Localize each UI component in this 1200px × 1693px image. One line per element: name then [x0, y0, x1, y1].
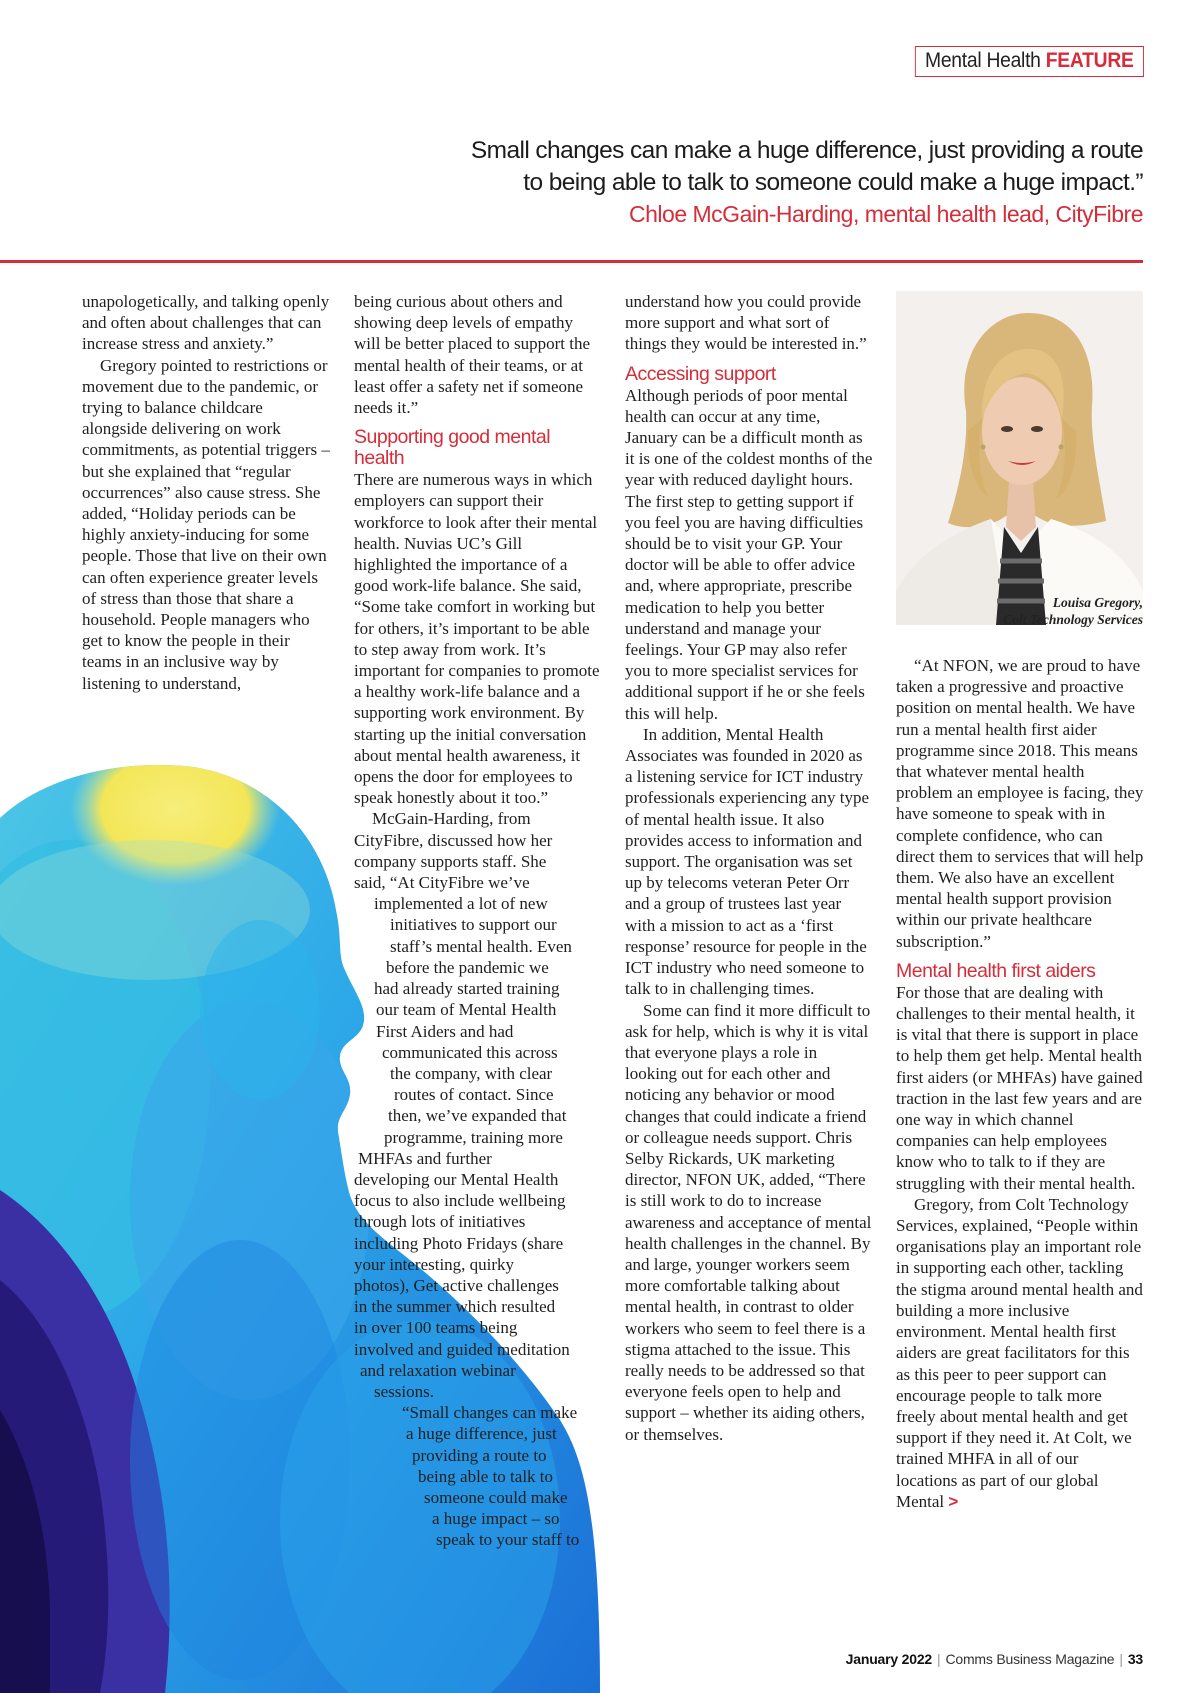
text-line: through lots of initiatives	[354, 1212, 526, 1232]
issue-date: January 2022	[845, 1651, 933, 1667]
text-line: McGain-Harding, from	[372, 809, 531, 829]
section-emphasis: FEATURE	[1046, 49, 1134, 72]
paragraph-wrapped	[354, 1402, 602, 1550]
paragraph: being curious about others and showing deep levels of empathy will be better placed to support the mental health of their teams, or at least offer a safety net if someone needs it.”	[354, 292, 591, 418]
paragraph: In addition, Mental Health Associates was founded in 2020 as a listening service for ICT industry professionals experiencing any type of mental health issue. It also provides access to information and support. The organisation was set up by telecoms veteran Peter Orr and a group of trustees last year with a mission to act as a ‘first response’ resource for people in the ICT industry who need someone to talk to in challenging times.	[625, 724, 870, 999]
text-line: including Photo Fridays (share	[354, 1233, 564, 1253]
portrait-illustration	[896, 291, 1143, 625]
text-line: said, “At CityFibre we’ve	[354, 873, 530, 893]
text-line: initiatives to support our	[390, 915, 557, 935]
paragraph: There are numerous ways in which employers can support their workforce to look after their mental health. Nuvias UC’s Gill highlighted the importance of a good work-life balance. She said, “Some take comfort in working but for others, it’s important to be able to step away from work. It’s important for companies to promote a healthy work-life balance and a supporting work environment. By starting up the initial conversation about mental health awareness, it opens the door for employees to speak honestly about it too.”	[354, 470, 600, 808]
text-line: developing our Mental Health	[354, 1169, 559, 1189]
text-line: “Small changes can make	[402, 1403, 578, 1423]
text-line: your interesting, quirky	[354, 1254, 515, 1274]
article-column-1	[82, 291, 330, 694]
paragraph: understand how you could provide more support and what sort of things they would be interested in.”	[625, 292, 867, 354]
text-line: someone could make	[424, 1487, 568, 1507]
text-line: a huge difference, just	[406, 1424, 557, 1444]
text-line: routes of contact. Since	[394, 1085, 554, 1105]
pull-quote	[383, 135, 1143, 199]
magazine-name: Comms Business Magazine	[945, 1651, 1115, 1667]
text-line: implemented a lot of new	[374, 894, 548, 914]
pull-quote-attribution: Chloe McGain-Harding, mental health lead, CityFibre	[629, 201, 1143, 227]
text-line: before the pandemic we	[386, 957, 549, 977]
text-line: communicated this across	[382, 1042, 558, 1062]
paragraph: unapologetically, and talking openly and often about challenges that can increase stress and anxiety.”	[82, 292, 330, 354]
paragraph-text: Gregory, from Colt Technology Services, explained, “People within organisations play an important role in supporting each other, tackling the stigma around mental health and building a more inclusive environment. Mental health first aiders are great facilitators for this as this peer to peer support can encourage people to talk more freely about mental health and get support if they need it. At Colt, we trained MHFA in all of our locations as part of our global Mental	[896, 1194, 1143, 1511]
text-line: in the summer which resulted	[354, 1297, 556, 1317]
subheading-supporting-good-mental-health: Supporting good mental health	[354, 426, 551, 470]
article-column-2	[354, 291, 602, 1551]
text-line: programme, training more	[384, 1127, 563, 1147]
photo-caption	[1003, 594, 1143, 628]
caption-company: Colt Technology Services	[1003, 612, 1143, 627]
article-column-3	[625, 291, 873, 1445]
paragraph: For those that are dealing with challenges to their mental health, it is vital that there is support in place to help them get help. Mental health first aiders (or MHFAs) have gained traction in the last few years and are one way in which channel companies can help employees know who to talk to if they are struggling with their mental health.	[896, 982, 1143, 1193]
header-divider	[0, 260, 1143, 263]
text-line: had already started training	[374, 979, 560, 999]
footer-separator: |	[1119, 1651, 1123, 1667]
continue-arrow-icon: >	[948, 1491, 959, 1511]
section-name: Mental Health	[925, 49, 1041, 72]
text-line: company supports staff. She	[354, 851, 547, 871]
pull-quote-line-1: Small changes can make a huge difference, just providing a route	[470, 137, 1143, 164]
text-line: focus to also include wellbeing	[354, 1191, 566, 1211]
text-line: being able to talk to	[418, 1466, 554, 1486]
text-line: then, we’ve expanded that	[388, 1106, 567, 1126]
text-line: and relaxation webinar	[360, 1360, 516, 1380]
paragraph: Gregory pointed to restrictions or movement due to the pandemic, or trying to balance childcare alongside delivering on work commitments, as potential triggers – but she explained that “regular occurrences” also cause stress. She added, “Holiday periods can be highly anxiety-inducing for some people. Those that live on their own can often experience greater levels of stress than those that share a household. People managers who get to know the people in their teams in an inclusive way by listening to understand,	[82, 355, 330, 693]
footer-separator: |	[937, 1651, 941, 1667]
caption-name: Louisa Gregory,	[1052, 595, 1143, 610]
text-line: involved and guided meditation	[354, 1339, 570, 1359]
text-line: staff’s mental health. Even	[390, 936, 572, 956]
portrait-photo	[896, 291, 1143, 625]
text-line: CityFibre, discussed how her	[354, 830, 553, 850]
text-line: a huge impact – so	[432, 1509, 560, 1529]
text-line: sessions.	[374, 1381, 434, 1401]
text-line: First Aiders and had	[376, 1021, 514, 1041]
article-column-4	[896, 655, 1144, 1512]
text-line: in over 100 teams being	[354, 1318, 518, 1338]
paragraph	[896, 1194, 1144, 1512]
section-tag	[915, 46, 1144, 77]
text-line: MHFAs and further	[358, 1148, 492, 1168]
paragraph: Some can find it more difficult to ask for help, which is why it is vital that everyone plays a role in looking out for each other and noticing any behavior or mood changes that could indicate a friend or colleague needs support. Chris Selby Rickards, UK marketing director, NFON UK, added, “There is still work to do to increase awareness and acceptance of mental health challenges in the channel. By and large, younger workers seem more comfortable talking about mental health, in contrast to older workers who seem to feel there is a stigma attached to the issue. This really needs to be addressed so that everyone feels open to help and support – whether its aiding others, or themselves.	[625, 1000, 872, 1444]
paragraph: “At NFON, we are proud to have taken a progressive and proactive position on mental health. We have run a mental health first aider programme since 2018. This means that whatever mental health problem an employee is facing, they have someone to speak with in complete confidence, who can direct them to services that will help them. We also have an excellent mental health support provision within our private healthcare subscription.”	[896, 656, 1144, 951]
pull-quote-line-2: to being able to talk to someone could make a huge impact.”	[523, 169, 1143, 196]
subheading-accessing-support: Accessing support	[625, 362, 776, 385]
paragraph: Although periods of poor mental health can occur at any time, January can be a difficult month as it is one of the coldest months of the year with reduced daylight hours. The first step to getting support if you feel you are having difficulties should be to visit your GP. Your doctor will be able to offer advice and, where appropriate, prescribe medication to help you better understand and manage your feelings. Your GP may also refer you to more specialist services for additional support if he or she feels this will help.	[625, 385, 873, 723]
text-line: speak to your staff to	[436, 1530, 580, 1550]
text-line: the company, with clear	[390, 1063, 553, 1083]
text-line: our team of Mental Health	[376, 1000, 557, 1020]
text-line: providing a route to	[412, 1445, 547, 1465]
subheading-mental-health-first-aiders: Mental health first aiders	[896, 959, 1096, 982]
page-footer	[846, 1651, 1143, 1667]
page-number: 33	[1127, 1651, 1143, 1667]
paragraph-wrapped	[354, 808, 602, 1402]
text-line: photos), Get active challenges	[354, 1275, 559, 1295]
